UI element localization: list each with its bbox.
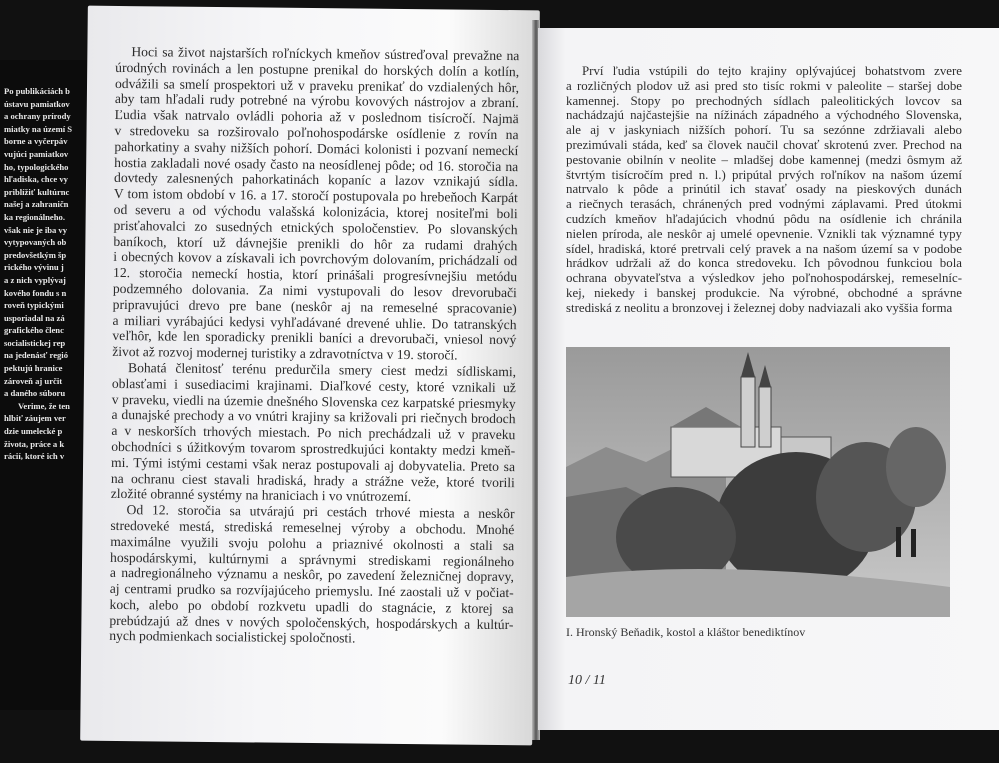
text-line: odvážili sa smelí prospektori už v praveku prenikať do vzdialených hôr,: [114, 75, 520, 95]
text-line: a riečnych terasách, chránených pred vodnými záplavami. Pred útokmi: [566, 197, 962, 212]
text-line: usporiadal na zá: [4, 312, 65, 323]
text-line: úrodných rovinách a len postupne prenikal do horských dolín a kotlín,: [115, 59, 520, 79]
text-line: Ľudia však natrvalo ovládli pohoria až v poslednom tisícročí. Najmä: [114, 107, 519, 127]
text-line: podzemného dolovania. Za nimi vystupovali do lesov drevorubači: [112, 280, 517, 301]
text-line: maximálne využili svoju polohu a priaznivé okolnosti a stali sa: [110, 533, 515, 553]
text-line: a z nich vyplývaj: [4, 274, 66, 285]
figure-caption: I. Hronský Beňadik, kostol a kláštor benediktínov: [566, 625, 806, 639]
text-line: prisťahovalci zo susedných etnických spoločenstiev. Po slovanských: [113, 217, 518, 237]
engraving-illustration: [566, 347, 950, 617]
text-line: a v neskorších trhových miestach. Po nich prechádzali už v praveku: [111, 423, 516, 443]
text-line: Hoci sa život najstarších roľníckych kmeňov sústreďoval prevažne na: [131, 44, 520, 64]
text-line: štvrtým tisícročím pred n. l.) pripútal prvých roľníkov na našom území: [566, 167, 962, 182]
text-line: prebúdzajú až dnes v nových spoločenských, hospodárskych a kultúr-: [109, 612, 514, 632]
text-line: pektujú hranice: [4, 363, 63, 374]
text-line: pripravujúci drevo pre bane (neskôr aj na remeselné spracovanie): [112, 296, 517, 316]
text-line: oblasťami i susediacimi krajinami. Diaľkové cesty, ktoré vznikali už: [111, 375, 516, 395]
text-line: zároveň aj určit: [4, 375, 63, 386]
text-line: ho, typologického: [4, 161, 69, 172]
text-line: a nadregionálneho významu a neskôr, po zavedení železničnej dopravy,: [109, 565, 514, 585]
text-line: rácií, ktoré ich v: [4, 451, 65, 462]
text-line: priblížiť kultúrnc: [4, 186, 70, 197]
text-line: stredoveké mestá, strediská remeselnej výroby a obchodu. Mnohé: [110, 517, 515, 538]
text-line: ústavu pamiatkov: [4, 98, 70, 109]
text-line: i obecných kovov a získavali ich povrchovým dolovaním, prichádzali od: [113, 249, 518, 269]
text-line: obchodníci s úžitkovým tovarom sprostredkujúci kontakty medzi kmeň-: [111, 438, 516, 459]
text-line: však nie je iba vy: [4, 224, 68, 235]
text-line: Od 12. storočia sa utvárajú pri cestách trhové miesta a neskôr: [126, 502, 515, 522]
text-line: a rozličných plodov už asi pred sto tisíc rokmi v paleolite – staršej dobe: [566, 78, 962, 93]
text-line: natrvalo k pôde a prinútil ich stavať osady na pieskových dunách: [566, 182, 962, 197]
text-line: baníkoch, ktorí už dávnejšie prenikli do hôr za rudami drahých: [113, 233, 518, 253]
text-line: miatky na území S: [4, 123, 73, 134]
text-line: pestovanie obilnín v neolite – mladšej dobe kamennej (medzi ôsmym až: [566, 152, 962, 167]
text-line: V tom istom období v 16. a 17. storočí postupovala po hrebeňoch Karpát: [113, 186, 518, 206]
text-line: našej a zahraničn: [4, 199, 69, 210]
text-line: hospodárskymi, kultúrnymi a správnymi strediskami regionálneho: [110, 549, 515, 569]
text-line: vytypovaných ob: [4, 237, 67, 248]
text-line: pahorkatiny a svahy nižších pohorí. Domáci kolonisti i pozvaní nemeckí: [114, 138, 519, 158]
text-line: ka regionálneho.: [4, 211, 65, 222]
text-line: a dunajské prechody a vo vnútri krajiny sa križovali pri riečnych brodoch: [111, 407, 516, 427]
text-line: borne a vyčerpáv: [4, 136, 68, 147]
text-line: v praveku, viedli na územie dnešného Slovenska cez karpatské priesmyky: [111, 391, 516, 411]
text-line: života, práce a k: [4, 438, 65, 449]
text-line: predovšetkým šp: [4, 249, 67, 260]
text-line: kej, niekedy i banskej produkcie. Na výrobné, obchodné a správne: [566, 285, 962, 300]
text-line: aby tam hľadali rudy potrebné na výrobu kovových nástrojov a zbraní.: [114, 91, 519, 111]
text-line: a miliari vyrábajúci kedysi vyhľadávané drevené uhlie. Do tatranských: [112, 312, 517, 332]
text-line: veľhôr, kde len sporadicky prenikli baníci a drevorubači, vniesol nový: [112, 328, 517, 348]
text-line: sídel, hradiská, ktoré pretrvali celý pravek a na našom území sa v podobe: [566, 241, 962, 256]
text-line: koch, alebo po období rozkvetu upadli do stagnácie, z ktorej sa: [109, 596, 514, 617]
text-line: vujúci pamiatkov: [4, 148, 69, 159]
right-page-text: [566, 64, 962, 316]
text-line: dzie umelecké p: [4, 426, 63, 437]
text-line: na jedenásť regió: [4, 350, 68, 361]
page-number: 10 / 11: [568, 673, 606, 688]
text-line: v stredoveku sa rozširovalo poľnohospodárske osídlenie z rovín na: [114, 122, 519, 143]
text-line: Bohatá členitosť terénu predurčila smery ciest medzi sídliskami,: [127, 360, 517, 380]
text-line: od severu a od východu valašská kolonizácia, ktorej nositeľmi boli: [113, 201, 518, 222]
text-line: strediská z neolitu a bronzovej i železnej doby nadviazali ako vyššia forma: [566, 300, 953, 315]
text-line: zložité obranné systémy na hraniciach i vo vnútrozemí.: [110, 486, 412, 505]
text-line: ochrana obyvateľstva a výsledkov jeho poľnohospodárskej, remeselníc-: [566, 271, 962, 286]
left-page-text: [109, 44, 519, 648]
text-line: roveň typickými: [4, 300, 64, 311]
text-line: hostia zakladali nové osady často na neosídlenej pôde; od 16. storočia na: [114, 154, 519, 174]
text-line: a ochrany prírody: [4, 111, 71, 122]
text-line: socialistickej rep: [4, 337, 66, 348]
text-line: nielen príroda, ale neskôr aj umelé opevnenie. Vznikli tak významné typy: [566, 226, 962, 241]
text-line: život až rozvoj modernej turistiky a zdravotníctva v 19. storočí.: [112, 344, 458, 363]
text-line: grafického členc: [4, 325, 64, 336]
text-line: nych podmienkach socialistickej spoločnosti.: [109, 628, 356, 646]
text-line: a daného súboru: [4, 388, 66, 399]
text-line: Verime, že ten: [18, 400, 70, 411]
text-line: na ochranu ciest stavali hradiská, hrady a strážne veže, ktoré tvorili: [110, 470, 515, 490]
text-line: aj centrami prudko sa rozvíjajúceho priemyslu. Iné zaostali už v počiat-: [109, 581, 514, 601]
text-line: mi. Tými istými cestami však neraz postupovali aj dobyvatelia. Preto sa: [111, 454, 516, 474]
text-line: kového fondu s n: [4, 287, 67, 298]
text-line: Prví ľudia vstúpili do tejto krajiny oplývajúcej bohatstvom zvere: [582, 64, 962, 78]
text-line: kamennej. Stopy po prechodných sídlach paleolitických lovcov sa: [566, 93, 962, 108]
text-line: hlbiť záujem ver: [4, 413, 66, 424]
text-line: Po publikáciách b: [4, 86, 70, 96]
text-line: hrádkov udržali až do konca stredoveku. Ich pôvodnou funkciou bola: [566, 256, 962, 271]
text-line: dovtedy zalesnených pahorkatinách kopaníc a lazov vznikajú sídla.: [113, 170, 519, 190]
text-line: 12. storočia nemeckí hostia, ktorí prinášali progresívnejšiu metódu: [112, 265, 518, 285]
text-line: prezimúvali stáda, keď sa človek naučil chovať skrotenú zver. Prechod na: [566, 137, 962, 152]
text-line: hľadiska, chce vy: [4, 174, 68, 185]
text-line: cudzích kmeňov hľadajúcich vhodnú pôdu na osídlenie ich chránila: [566, 211, 962, 226]
text-line: nachádzajú najčastejšie na nížinách západného a východného Slovenska,: [566, 108, 962, 123]
left-page: [80, 6, 540, 746]
text-line: ale aj v jaskyniach nižších pohorí. Tu sa sezónne zdržiavali alebo: [566, 123, 962, 138]
text-line: rického vývinu j: [4, 262, 64, 273]
right-page: [538, 28, 999, 730]
